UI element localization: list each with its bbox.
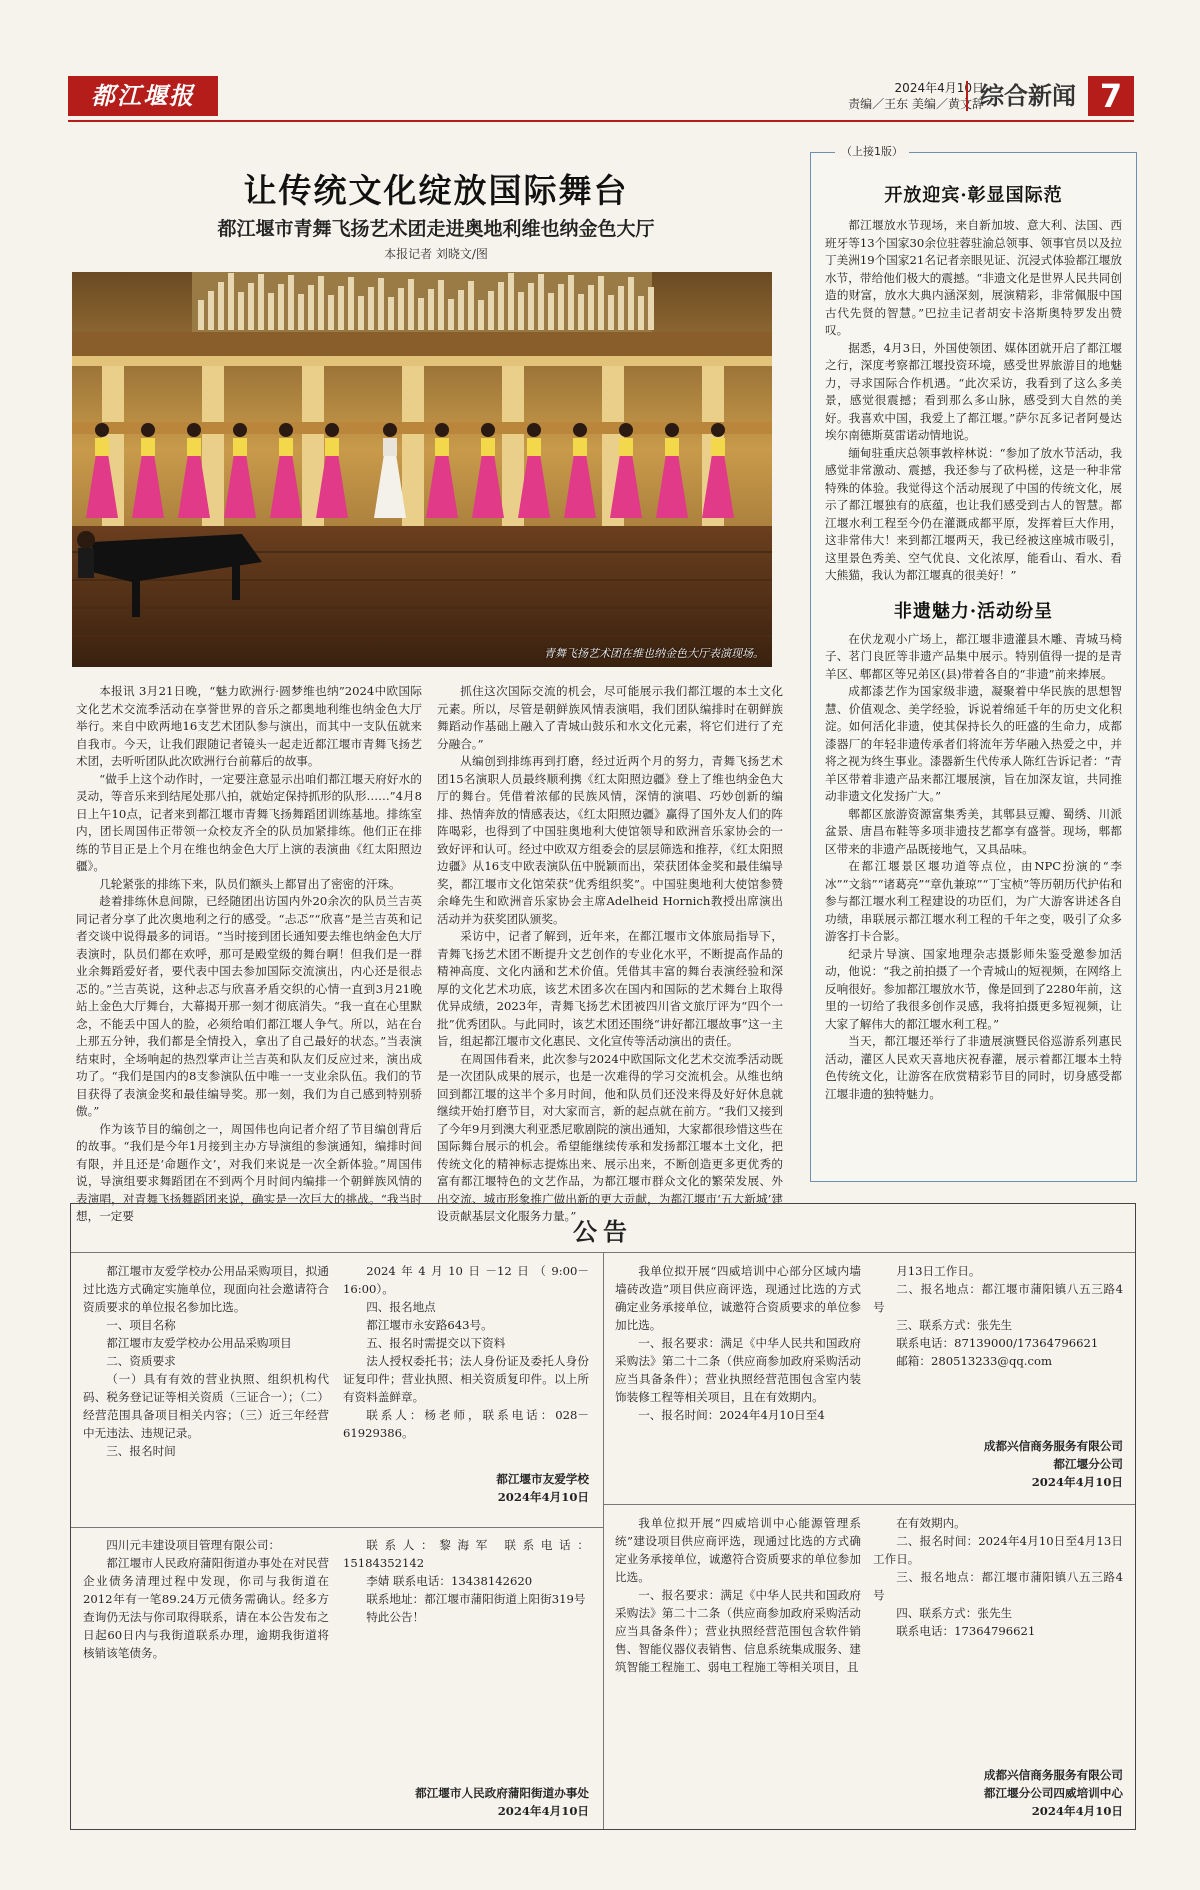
editors-line: 责编／王东 美编／黄文辞	[848, 97, 984, 111]
article-title: 让传统文化绽放国际舞台	[243, 171, 629, 210]
article-paragraph: 作为该节目的编创之一，周国伟也向记者介绍了节目编创背后的故事。“我们是今年1月接到主办方导演组的参演通知，编排时间有限，并且还是‘命题作文’，对我们来说是一次全新体验。”周国伟说，导演组要求舞蹈团在不到两个月时间内编排一个朝鲜族风情的表演唱，对青舞飞扬舞蹈团来说，确实是一次巨大的挑战。“我当时想，一定要	[76, 1121, 422, 1223]
article-byline: 本报记者 刘晓文/图	[384, 247, 488, 261]
article-subtitle: 都江堰市青舞飞扬艺术团走进奥地利维也纳金色大厅	[217, 218, 655, 240]
notice-4-col-1	[615, 1514, 861, 1676]
page-number: 7	[1088, 76, 1134, 116]
article-paragraph: 在周国伟看来，此次参与2024中欧国际文化艺术交流季活动既是一次团队成果的展示，也是一次难得的学习交流机会。从维也纳回到都江堰的这半个多月时间，他和队员们还没来得及好好休息就继续开始打磨节目，对大家而言，新的起点就在前方。“我们又接到了今年9月到澳大利亚悉尼歌剧院的演出通知，大家都很珍惜这些在国际舞台展示的机会。希望能继续传承和发扬都江堰本土文化，把传统文化的精神标志提炼出来、展示出来，不断创造更多更优秀的富有都江堰特色的文艺作品，为都江堰市群众文化的繁荣发展、外出交流、城市形象推广做出新的更大贡献，为都江堰市‘五大新城’建设贡献基层文化服务力量。”	[437, 1051, 783, 1223]
notice-4-signature	[873, 1766, 1123, 1820]
sidebar-paragraph: 当天，都江堰还举行了非遗展演暨民俗巡游系列惠民活动，灌区人民欢天喜地庆祝春灌，展示着都江堰本土特色传统文化，让游客在欣赏精彩节目的同时，切身感受都江堰非遗的独特魅力。	[825, 1034, 1122, 1101]
sidebar-section-2	[811, 631, 1136, 1104]
notice-paragraph: 四川元丰建设项目管理有限公司：	[106, 1538, 281, 1552]
notice-box	[70, 1203, 1136, 1830]
sidebar-paragraph: 缅甸驻重庆总领事敦梓林说：“参加了放水节活动，我感觉非常激动、震撼，我还参与了砍杩槎，这是一种非常特殊的体验。我觉得这个活动展现了中国的传统文化，展示了都江堰独有的底蕴，也让我们感受到古人的智慧。都江堰水利工程至今仍在灌溉成都平原，发挥着巨大作用，这非常伟大！来到都江堰两天，我已经被这座城市吸引，这里景色秀美、空气优良、文化浓厚，能看山、看水、看大熊猫，我认为都江堰真的很美好！”	[825, 445, 1122, 582]
issue-date: 2024年4月10日	[894, 81, 984, 95]
notice-3-col-2	[873, 1262, 1123, 1370]
notice-paragraph: 联系地址：都江堰市蒲阳街道上阳街319号	[366, 1592, 586, 1606]
notice-paragraph: 都江堰市友爱学校办公用品采购项目，拟通过比选方式确定实施单位，现面向社会邀请符合资质要求的单位报名参加比选。	[83, 1264, 329, 1314]
article-paragraph: 抓住这次国际交流的机会，尽可能展示我们都江堰的本土文化元素。所以，尽管是朝鲜族风情表演唱，我们团队编排时在朝鲜族舞蹈动作基础上融入了青城山鼓乐和水文化元素，将它们进行了充分融合。”	[437, 684, 783, 751]
sidebar-paragraph: 在都江堰景区堰功道等点位，由NPC扮演的“李冰”“文翁”“诸葛亮”“章仇兼琼”“丁宝桢”等历朝历代护佑和参与都江堰水利工程建设的功臣们，为广大游客讲述各自功绩，串联展示都江堰水利工程的千年之变，吸引了众多游客打卡合影。	[825, 859, 1122, 943]
photo-caption: 青舞飞扬艺术团在维也纳金色大厅表演现场。	[544, 647, 764, 660]
concert-hall-photo	[72, 272, 772, 667]
notice-1-col-2	[343, 1262, 589, 1442]
notice-paragraph: 我单位拟开展“四威培训中心能源管理系统”建设项目供应商评选，现通过比选的方式确定业务承接单位，诚邀符合资质要求的单位参加比选。	[615, 1516, 861, 1584]
notice-paragraph: 法人授权委托书；法人身份证及委托人身份证复印件；营业执照、相关资质复印件。以上所有资料盖鲜章。	[343, 1354, 589, 1404]
notice-1-col-1	[83, 1262, 329, 1460]
notice-paragraph: 一、报名要求：满足《中华人民共和国政府采购法》第二十二条（供应商参加政府采购活动应当具备条件）；营业执照经营范围包含室内装饰装修工程等相关项目，且在有效期内。	[615, 1336, 861, 1404]
notice-paragraph: 特此公告！	[366, 1610, 425, 1624]
notice-2-col-2	[343, 1536, 589, 1626]
notice-paragraph: 一、项目名称	[106, 1318, 176, 1332]
notice-4-signer: 成都兴信商务服务有限公司	[983, 1768, 1123, 1782]
sidebar-paragraph: 纪录片导演、国家地理杂志摄影师朱鉴受邀参加活动，他说：“我之前拍摄了一个青城山的短视频，在网络上反响很好。参加都江堰放水节，像是回到了2280年前，这里的一切给了我很多创作灵感，我将拍摄更多短视频，让大家了解伟大的都江堰水利工程。”	[825, 946, 1122, 1031]
notice-left-divider	[71, 1527, 603, 1528]
sidebar-section-1	[811, 217, 1136, 585]
notice-1-signer: 都江堰市友爱学校	[496, 1472, 589, 1486]
notice-paragraph: 二、报名地点：都江堰市蒲阳镇八五三路4号	[873, 1282, 1123, 1314]
sidebar-paragraph: 在伏龙观小广场上，都江堰非遗灌县木雕、青城马椅子、茗门良匠等非遗产品集中展示。特别值得一提的是青羊区、郫都区等兄弟区(县)带着各自的“非遗”前来捧展。	[825, 631, 1122, 681]
notice-paragraph: 在有效期内。	[896, 1516, 966, 1530]
notice-2-col-1	[83, 1536, 329, 1662]
article-column-1	[76, 683, 422, 1226]
notice-paragraph: 2024年4月10日－12日（9:00－16:00）。	[343, 1264, 589, 1296]
notice-paragraph: 都江堰市人民政府蒲阳街道办事处在对民营企业债务清理过程中发现，你司与我街道在2012年有一笔89.24万元债务需确认。经多方查询仍无法与你司取得联系，请在本公告发布之日起60日内与我街道联系办理，逾期我街道将核销该笔债务。	[83, 1556, 329, 1660]
notice-4-col-2	[873, 1514, 1123, 1640]
masthead-rule	[68, 120, 1134, 122]
article-paragraph: 本报讯 3月21日晚，“魅力欧洲行·圆梦维也纳”2024中欧国际文化艺术交流季活动在享誉世界的音乐之都奥地利维也纳金色大厅举行。来自中欧两地16支艺术团队参与演出，而其中一支队伍就来自我市。今天，让我们跟随记者镜头一起走近都江堰市青舞飞扬艺术团，去听听团队此次欧洲行台前幕后的故事。	[76, 684, 422, 768]
article-paragraph: 趁着排练休息间隙，已经随团出访国内外20余次的队员兰吉英同记者分享了此次奥地利之行的感受。“忐忑”“欣喜”是兰吉英和记者交谈中说得最多的词语。“当时接到团长通知要去维也纳金色大厅表演时，队员们都在欢呼，那可是殿堂级的舞台啊！但我们是一群业余舞蹈爱好者，要代表中国去参加国际交流演出，内心还是很忐忑的。”兰吉英说，这种忐忑与欣喜矛盾交织的心情一直到3月21晚站上金色大厅舞台，大幕揭开那一刻才彻底消失。“我一直在心里默念，不能丢中国人的脸，必须给咱们都江堰人争气。所以，站在台上那五分钟，我们都是全情投入，拿出了自己最好的状态。”当表演结束时，全场响起的热烈掌声让兰吉英和队友们反应过来，演出成功了。“我们是国内的8支参演队伍中唯一一支业余队伍。我们的节目获得了表演金奖和最佳编导奖。那一刻，我们为自己感到特别骄傲。”	[76, 894, 422, 1118]
article-column-2	[437, 683, 783, 1226]
notice-paragraph: （一）具有有效的营业执照、组织机构代码、税务登记证等相关资质（三证合一）；（二）经营范围具备项目相关内容；（三）近三年经营中无违法、违规记录。	[83, 1372, 329, 1440]
notice-3-signer: 成都兴信商务服务有限公司	[983, 1439, 1123, 1453]
notice-1-date: 2024年4月10日	[497, 1490, 589, 1504]
sidebar-paragraph: 都江堰放水节现场，来自新加坡、意大利、法国、西班牙等13个国家30余位驻蓉驻渝总领事、领事官员以及拉丁美洲19个国家21名记者亲眼见证、沉浸式体验都江堰放水节，带给他们极大的震撼。“非遗文化是世界人民共同创造的财富，放水大典内涵深刻，展演精彩，非常佩服中国古代先贤的智慧。”巴拉圭记者胡安卡洛斯奥特罗发出赞叹。	[825, 218, 1122, 337]
notice-center-divider	[603, 1252, 604, 1829]
notice-paragraph: 五、报名时需提交以下资料	[366, 1336, 506, 1350]
notice-paragraph: 都江堰市友爱学校办公用品采购项目	[106, 1336, 292, 1350]
article-paragraph: 几轮紧张的排练下来，队员们额头上都冒出了密密的汗珠。	[99, 876, 401, 891]
notice-2-signature	[293, 1784, 589, 1820]
notice-3-col-1	[615, 1262, 861, 1424]
masthead	[68, 76, 1134, 116]
notice-3-branch: 都江堰分公司	[1053, 1457, 1123, 1471]
notice-2-date: 2024年4月10日	[497, 1804, 589, 1818]
notice-paragraph: 联系电话：87139000/17364796621	[896, 1336, 1099, 1350]
notice-4-branch: 都江堰分公司四威培训中心	[983, 1786, 1123, 1800]
notice-paragraph: 三、报名时间	[106, 1444, 176, 1458]
newspaper-logo: 都江堰报	[68, 76, 218, 116]
sidebar-paragraph: 郫都区旅游资源富集秀美，其郫县豆瓣、蜀绣、川派盆景、唐昌布鞋等多项非遗技艺都享有盛誉。现场，郫都区带来的非遗产品既接地气，又具品味。	[825, 806, 1122, 856]
notice-right-divider	[603, 1504, 1135, 1505]
notice-paragraph: 联系电话：17364796621	[896, 1624, 1036, 1638]
notice-paragraph: 联系人：杨老师，联系电话：028－61929386。	[343, 1408, 589, 1440]
notice-paragraph: 李婧 联系电话：13438142620	[366, 1574, 533, 1588]
notice-paragraph: 联系人：黎海军 联系电话：15184352142	[343, 1538, 589, 1570]
sidebar-heading-1: 开放迎宾·彰显国际范	[884, 185, 1063, 206]
issue-meta	[848, 80, 984, 112]
article-paragraph: 采访中，记者了解到，近年来，在都江堰市文体旅局指导下，青舞飞扬艺术团不断提升文艺创作的专业化水平，不断提高作品的精神高度、文化内涵和艺术价值。凭借其丰富的舞台表演经验和深厚的文化艺术功底，该艺术团多次在国内和国际的艺术舞台上取得优异成绩，2023年，青舞飞扬艺术团被四川省文旅厅评为“四个一批”优秀团队。与此同时，该艺术团还围绕“讲好都江堰故事”这一主旨，组起都江堰市文化惠民、文化宣传等活动演出的责任。	[437, 929, 783, 1048]
notice-paragraph: 三、联系方式：张先生	[896, 1318, 1013, 1332]
notice-paragraph: 一、报名时间：2024年4月10日至4	[638, 1408, 825, 1422]
continued-label: （上接1版）	[835, 143, 909, 159]
notice-paragraph: 四、报名地点	[366, 1300, 436, 1314]
article-paragraph: 从编创到排练再到打磨，经过近两个月的努力，青舞飞扬艺术团15名演职人员最终顺利携《红太阳照边疆》登上了维也纳金色大厅的舞台。凭借着浓郁的民族风情，深情的演唱、巧妙创新的编排、热情奔放的情感表达，《红太阳照边疆》赢得了国外友人们的阵阵喝彩，也得到了中国驻奥地利大使馆领导和欧洲音乐家协会的一致好评和认可。经过中欧双方组委会的层层筛选和推荐，《红太阳照边疆》从16支中欧表演队伍中脱颖而出，荣获团体金奖和最佳编导奖，都江堰市文化馆荣获“优秀组织奖”。中国驻奥地利大使馆参赞余峰先生和欧洲音乐家协会主席Adelheid Hornich教授出席演出活动并为获奖团队颁奖。	[437, 754, 783, 926]
notice-paragraph: 一、报名要求：满足《中华人民共和国政府采购法》第二十二条（供应商参加政府采购活动应当具备条件）；营业执照经营范围包含软件销售、智能仪器仪表销售、信息系统集成服务、建筑智能工程施工、弱电工程施工等相关项目，且	[615, 1588, 861, 1674]
sidebar-paragraph: 据悉，4月3日，外国使领团、媒体团就开启了都江堰之行，深度考察都江堰投资环境，感受世界旅游目的地魅力，寻求国际合作机遇。“此次采访，我看到了这么多美景，感觉很震撼；看到那么多山脉，感受到大自然的美好。我喜欢中国，我爱上了都江堰。”萨尔瓦多记者阿曼达埃尔南德斯莫雷诺动情地说。	[825, 340, 1122, 442]
notice-paragraph: 四、联系方式：张先生	[896, 1606, 1013, 1620]
section-name: 综合新闻	[966, 81, 1076, 111]
notice-2-signer: 都江堰市人民政府蒲阳街道办事处	[415, 1786, 589, 1800]
sidebar-paragraph: 成都漆艺作为国家级非遗，凝聚着中华民族的思想智慧、价值观念、美学经验，诉说着绵延千年的历史文化积淀。如何活化非遗，使其保持长久的旺盛的生命力，成都漆器厂的年轻非遗传承者们将流年芳华融入热爱之中，并将之视为终生事业。漆器新生代传承人陈红告诉记者：“青羊区带着非遗产品来都江堰展演，旨在加深友谊，共同推动非遗文化发扬广大。”	[825, 684, 1122, 803]
notice-paragraph: 月13日工作日。	[896, 1264, 981, 1278]
notice-paragraph: 二、资质要求	[106, 1354, 176, 1368]
notice-3-date: 2024年4月10日	[1031, 1475, 1123, 1489]
notice-title: 公告	[573, 1217, 633, 1246]
sidebar-heading-2: 非遗魅力·活动纷呈	[893, 600, 1054, 622]
notice-paragraph: 邮箱：280513233@qq.com	[896, 1354, 1052, 1368]
sidebar-continued-article	[810, 145, 1137, 1182]
notice-paragraph: 都江堰市永安路643号。	[366, 1318, 493, 1332]
notice-paragraph: 三、报名地点：都江堰市蒲阳镇八五三路4号	[873, 1570, 1123, 1602]
notice-4-date: 2024年4月10日	[1031, 1804, 1123, 1818]
notice-paragraph: 我单位拟开展“四威培训中心部分区域内墙墙砖改造”项目供应商评选，现通过比选的方式确定业务承接单位，诚邀符合资质要求的单位参加比选。	[615, 1264, 861, 1332]
notice-3-signature	[873, 1437, 1123, 1491]
article-paragraph: “做手上这个动作时，一定要注意显示出咱们都江堰天府好水的灵动，等音乐来到结尾处那八拍，就始定保持抓形的队形……”4月8日上午10点，记者来到都江堰市青舞飞扬舞蹈团训练基地。排练室内，团长周国伟正带领一众校友齐全的队员加紧排练。他们正在排练的节目正是上个月在维也纳金色大厅上演的表演曲《红太阳照边疆》。	[76, 771, 422, 873]
notice-1-signature	[343, 1470, 589, 1506]
notice-paragraph: 二、报名时间：2024年4月10日至4月13日工作日。	[873, 1534, 1123, 1566]
